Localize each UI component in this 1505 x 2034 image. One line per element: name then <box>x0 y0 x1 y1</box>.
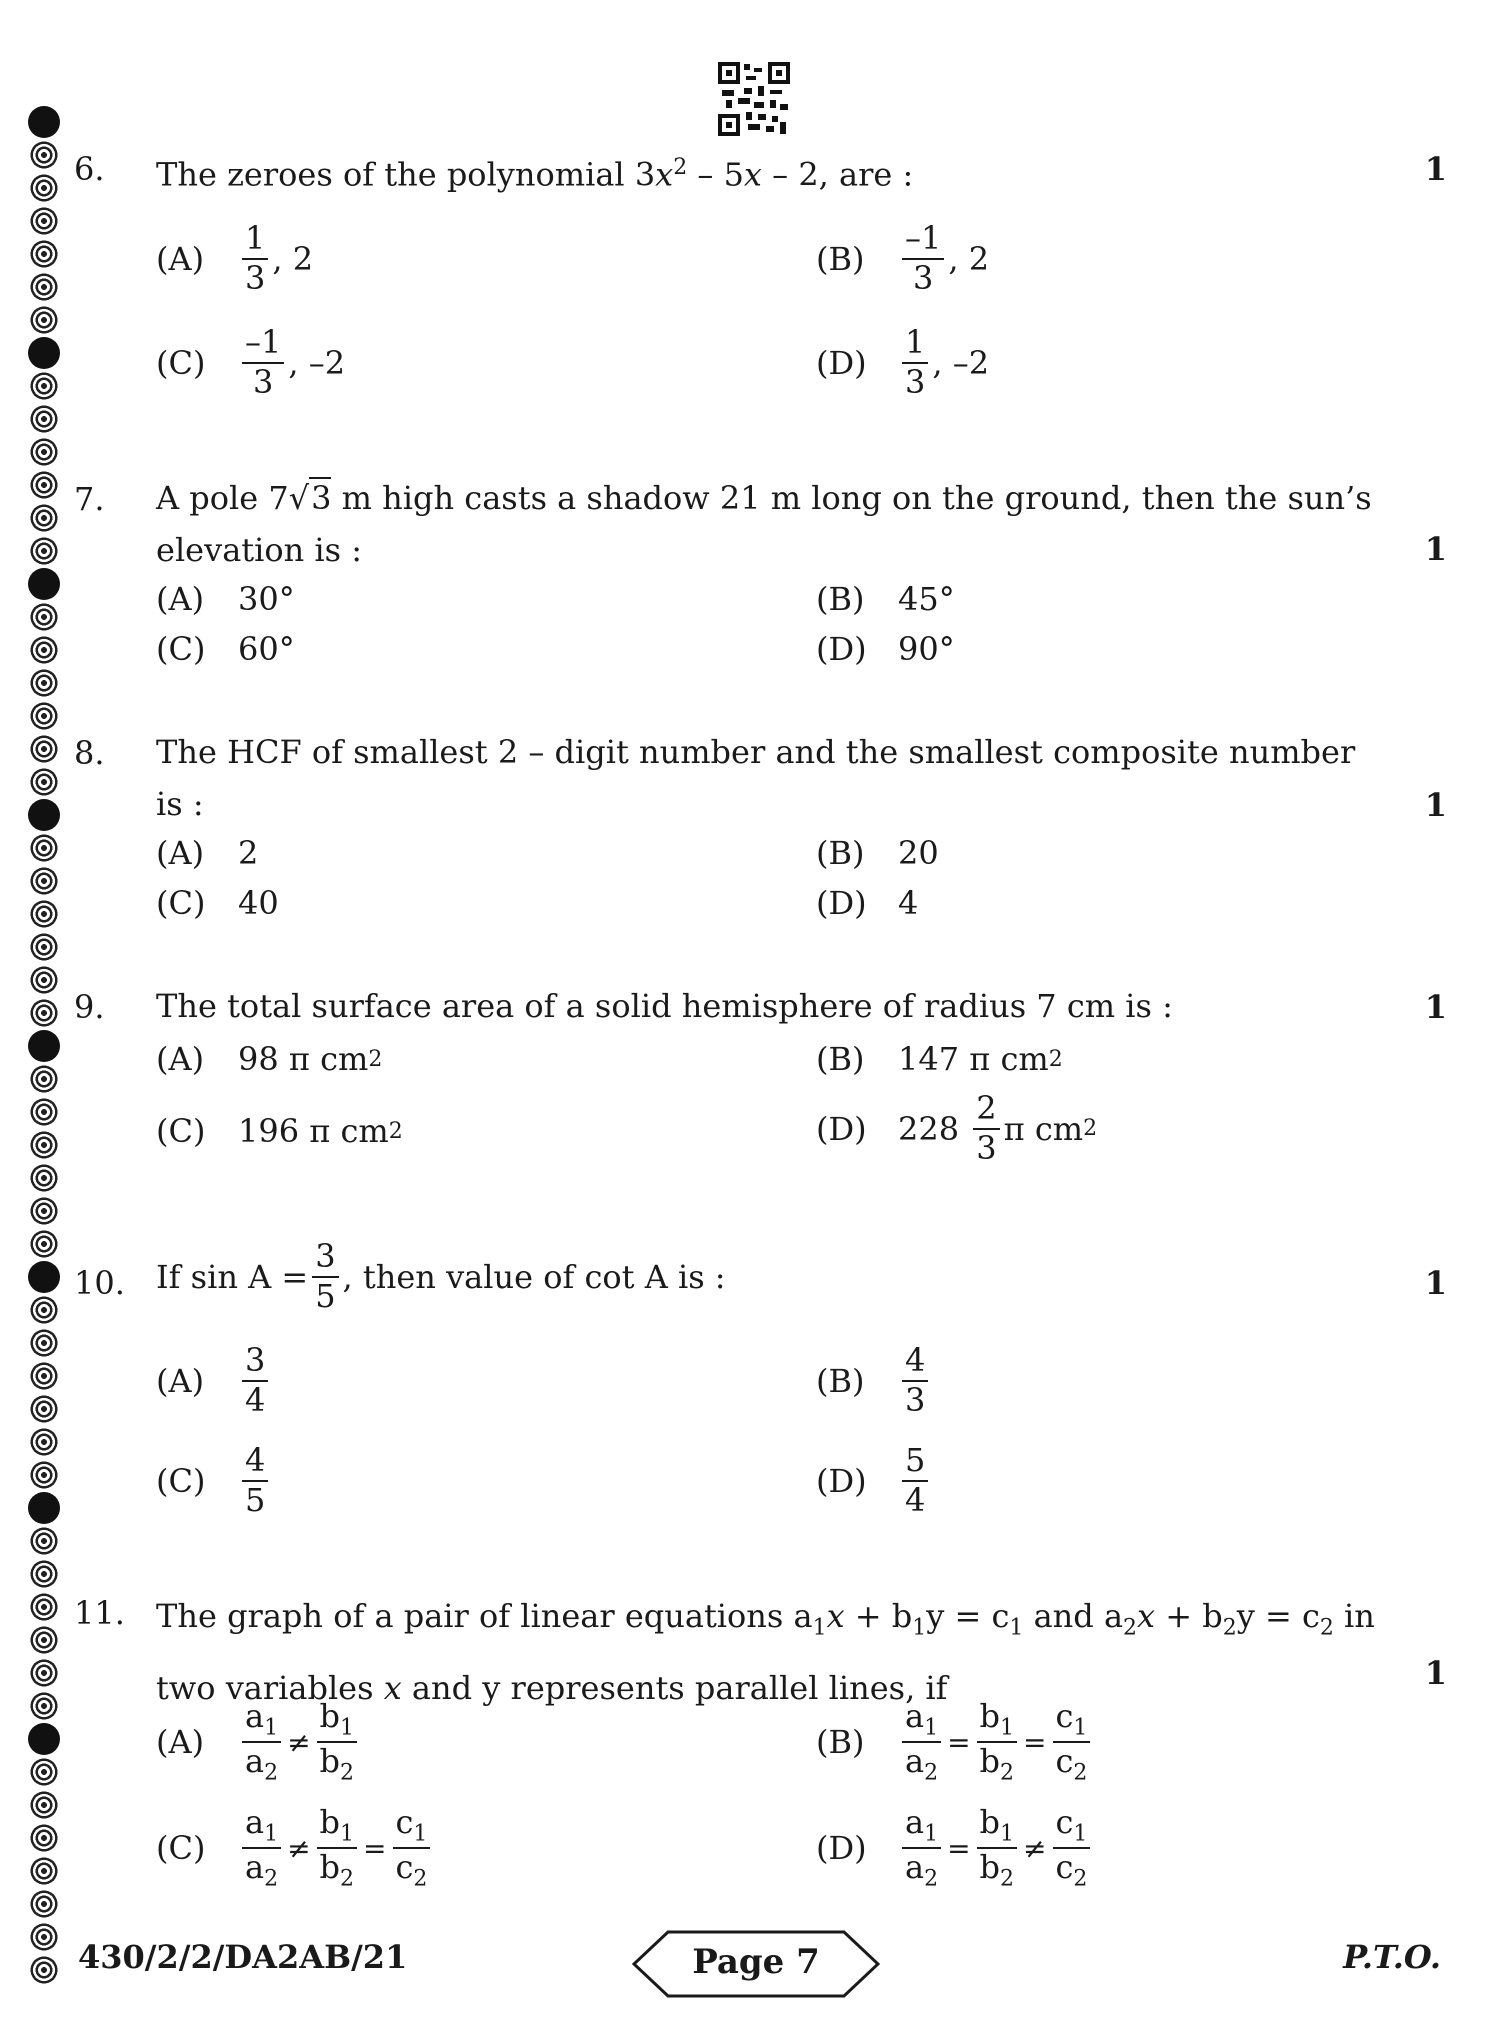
margin-ring-icon <box>28 1360 60 1392</box>
coef: c <box>1055 1742 1074 1781</box>
margin-ring-icon <box>28 1294 60 1326</box>
margin-ring-icon <box>28 1393 60 1425</box>
numerator <box>393 1803 431 1849</box>
unit: π cm <box>309 1112 389 1150</box>
denominator <box>317 1743 357 1784</box>
coef: b <box>319 1848 341 1887</box>
option-label: (C) <box>156 1112 206 1150</box>
option-a[interactable] <box>156 1040 382 1078</box>
margin-ring-icon <box>28 1855 60 1887</box>
margin-ring-icon <box>28 1129 60 1161</box>
coef: a <box>905 1848 925 1887</box>
option-d[interactable] <box>816 323 990 401</box>
margin-ring-icon <box>28 337 60 369</box>
fraction <box>977 1803 1017 1892</box>
subscript: 2 <box>340 1866 355 1892</box>
numerator: 1 <box>242 222 268 260</box>
subscript: 1 <box>264 1715 279 1741</box>
fraction <box>242 1803 281 1892</box>
question-number: 11. <box>74 1594 125 1632</box>
subscript: 2 <box>340 1760 355 1786</box>
fraction <box>312 1237 338 1315</box>
option-label: (D) <box>816 884 867 922</box>
margin-ring-icon <box>28 1426 60 1458</box>
subscript: 1 <box>1000 1715 1015 1741</box>
unit-exponent: 2 <box>1048 1046 1063 1072</box>
option-label: (A) <box>156 834 205 872</box>
numerator <box>902 1803 941 1849</box>
margin-ring-icon <box>28 502 60 534</box>
margin-ring-icon <box>28 1591 60 1623</box>
paper-code: 430/2/2/DA2AB/21 <box>78 1938 408 1976</box>
coef: a <box>245 1848 265 1887</box>
margin-ring-icon <box>28 1327 60 1359</box>
subscript: 1 <box>340 1715 355 1741</box>
margin-ring-icon <box>28 1063 60 1095</box>
margin-ring-icon <box>28 238 60 270</box>
option-c[interactable] <box>156 323 346 401</box>
option-label: (B) <box>816 239 865 278</box>
text-part: and a <box>1023 1597 1124 1635</box>
coef: b <box>979 1848 1001 1887</box>
subscript: 2 <box>924 1866 939 1892</box>
option-value: 60° <box>238 630 295 668</box>
option-value: 30° <box>238 580 295 618</box>
margin-ring-icon <box>28 1822 60 1854</box>
marks: 1 <box>1424 530 1447 568</box>
denominator: 4 <box>245 1380 266 1419</box>
fraction <box>973 1089 999 1167</box>
marks: 1 <box>1424 1654 1447 1692</box>
denominator: 5 <box>245 1480 266 1519</box>
option-c[interactable] <box>156 1441 272 1519</box>
margin-ring-icon <box>28 931 60 963</box>
option-b[interactable] <box>816 1341 932 1419</box>
coef: c <box>1055 1803 1074 1841</box>
page-number: Page 7 <box>692 1942 820 1982</box>
marks: 1 <box>1424 786 1447 824</box>
text-part: + b <box>844 1597 913 1635</box>
margin-ring-icon <box>28 700 60 732</box>
option-d[interactable] <box>816 1803 1094 1892</box>
option-tail: , –2 <box>932 343 990 382</box>
option-label: (C) <box>156 1461 206 1500</box>
fraction <box>902 219 944 297</box>
denominator: 3 <box>245 258 266 297</box>
denominator <box>977 1849 1017 1890</box>
denominator: 3 <box>913 258 934 297</box>
option-label: (D) <box>816 1109 867 1148</box>
option-label: (C) <box>156 343 206 382</box>
text-part: A pole 7 <box>156 479 289 517</box>
relation: ≠ <box>1023 1831 1047 1865</box>
fraction <box>242 1697 281 1786</box>
option-value: 147 <box>898 1040 960 1078</box>
text-part: , then value of cot A is : <box>342 1257 726 1296</box>
question-number: 6. <box>74 150 105 188</box>
denominator: 3 <box>905 362 926 401</box>
question-text <box>156 1586 1425 1718</box>
option-label: (D) <box>816 630 867 668</box>
denominator <box>317 1849 357 1890</box>
margin-ring-icon <box>28 898 60 930</box>
coef: a <box>905 1697 925 1735</box>
relation: = <box>1023 1725 1047 1759</box>
option-value: 196 <box>238 1112 300 1150</box>
subscript: 1 <box>413 1821 428 1847</box>
option-b[interactable] <box>816 219 990 297</box>
option-c[interactable] <box>156 1112 403 1150</box>
option-tail: , –2 <box>288 343 346 382</box>
marks: 1 <box>1424 988 1447 1026</box>
numerator <box>317 1697 357 1743</box>
numerator: 1 <box>902 326 928 364</box>
subscript: 1 <box>912 1615 927 1641</box>
subscript: 1 <box>924 1715 939 1741</box>
subscript: 2 <box>1123 1615 1138 1641</box>
denominator <box>393 1849 431 1890</box>
unit-exponent: 2 <box>388 1118 403 1144</box>
variable: x <box>826 1597 845 1635</box>
numerator <box>242 1803 281 1849</box>
margin-ring-icon <box>28 733 60 765</box>
unit: π cm <box>969 1040 1049 1078</box>
qr-code-icon <box>718 62 790 136</box>
option-b[interactable] <box>816 1697 1094 1786</box>
subscript: 2 <box>1073 1760 1088 1786</box>
text-part: The total surface area of a solid hemisphere of radius 7 cm is : <box>156 987 1173 1025</box>
fraction <box>393 1803 431 1892</box>
margin-ring-icon <box>28 1195 60 1227</box>
margin-ring-icon <box>28 139 60 171</box>
numerator: 3 <box>312 1240 338 1278</box>
variable: x <box>383 1669 402 1708</box>
coef: a <box>245 1742 265 1781</box>
question-number: 9. <box>74 988 105 1026</box>
margin-ring-icon <box>28 370 60 402</box>
relation: = <box>363 1831 387 1865</box>
option-value: 98 <box>238 1040 279 1078</box>
margin-ring-icon <box>28 1162 60 1194</box>
unit: π cm <box>1003 1109 1084 1148</box>
numerator: –1 <box>242 326 284 364</box>
margin-ring-icon <box>28 1624 60 1656</box>
relation: = <box>947 1725 971 1759</box>
subscript: 1 <box>1073 1821 1088 1847</box>
margin-ring-icon <box>28 106 60 138</box>
margin-ring-icon <box>28 997 60 1029</box>
margin-ring-icon <box>28 403 60 435</box>
margin-ring-icon <box>28 535 60 567</box>
option-a[interactable] <box>156 219 314 297</box>
fraction <box>242 1341 268 1419</box>
option-c[interactable] <box>156 1803 434 1892</box>
option-label: (B) <box>816 1361 865 1400</box>
marks: 1 <box>1424 1264 1447 1302</box>
numerator: 2 <box>973 1092 999 1130</box>
denominator: 4 <box>905 1480 926 1519</box>
numerator: –1 <box>902 222 944 260</box>
option-value: 228 <box>898 1109 960 1148</box>
option-label: (A) <box>156 1040 205 1078</box>
option-d[interactable] <box>816 630 955 668</box>
numerator <box>977 1803 1017 1849</box>
option-label: (A) <box>156 1361 205 1400</box>
text-part: in <box>1333 1597 1375 1635</box>
fraction <box>242 1441 268 1519</box>
denominator: 3 <box>905 1380 926 1419</box>
subscript: 1 <box>340 1821 355 1847</box>
margin-ring-icon <box>28 964 60 996</box>
option-value: 20 <box>898 834 939 872</box>
subscript: 2 <box>1000 1760 1015 1786</box>
coef: a <box>245 1803 265 1841</box>
subscript: 1 <box>812 1615 827 1641</box>
coef: b <box>319 1803 341 1841</box>
margin-ring-icon <box>28 1558 60 1590</box>
question-text: A pole 7√3 m high casts a shadow 21 m long on the ground, then the sun’s elevation is : <box>156 479 1372 569</box>
unit: π cm <box>288 1040 369 1078</box>
margin-ring-icon <box>28 1096 60 1128</box>
fraction <box>1053 1697 1091 1786</box>
option-value: 45° <box>898 580 955 618</box>
variable: x <box>1137 1597 1156 1635</box>
subscript: 1 <box>1009 1615 1024 1641</box>
question-text <box>156 142 1425 201</box>
option-label: (A) <box>156 1723 205 1762</box>
option-label: (A) <box>156 580 205 618</box>
text-part: y = c <box>926 1597 1010 1635</box>
coef: b <box>979 1742 1001 1781</box>
margin-ring-icon <box>28 1657 60 1689</box>
option-tail: , 2 <box>948 239 990 278</box>
subscript: 1 <box>264 1821 279 1847</box>
question-text <box>156 1237 1425 1315</box>
denominator: 5 <box>315 1276 336 1315</box>
radicand: 3 <box>311 479 332 517</box>
option-label: (C) <box>156 630 206 668</box>
option-d[interactable] <box>816 1441 932 1519</box>
page-footer <box>0 1930 1505 1990</box>
numerator <box>1053 1697 1091 1743</box>
option-a[interactable] <box>156 834 258 872</box>
subscript: 1 <box>1000 1821 1015 1847</box>
fraction <box>902 1441 928 1519</box>
unit-exponent: 2 <box>1083 1116 1098 1142</box>
numerator <box>1053 1803 1091 1849</box>
fraction <box>317 1697 357 1786</box>
relation: ≠ <box>287 1725 311 1759</box>
numerator: 4 <box>242 1444 268 1482</box>
fraction <box>902 1697 941 1786</box>
margin-ring-icon <box>28 1030 60 1062</box>
option-b[interactable] <box>816 834 939 872</box>
fraction <box>317 1803 357 1892</box>
margin-ring-icon <box>28 271 60 303</box>
option-value: 90° <box>898 630 955 668</box>
margin-ring-icon <box>28 1261 60 1293</box>
subscript: 2 <box>1073 1866 1088 1892</box>
text-part: + b <box>1155 1597 1223 1635</box>
text-part: The HCF of smallest 2 – digit number and the smallest composite number <box>156 733 1356 771</box>
coef: b <box>979 1697 1001 1735</box>
denominator <box>1053 1849 1091 1890</box>
denominator <box>902 1743 941 1784</box>
text-part: – 5 <box>687 155 744 194</box>
margin-ring-icon <box>28 634 60 666</box>
option-label: (C) <box>156 1829 206 1868</box>
question-number: 10. <box>74 1264 125 1302</box>
coef: c <box>395 1848 414 1887</box>
coef: b <box>319 1697 341 1735</box>
pto-label: P.T.O. <box>1343 1938 1441 1976</box>
fraction <box>902 323 928 401</box>
margin-ring-icon <box>28 436 60 468</box>
option-value: 40 <box>238 884 279 922</box>
option-a[interactable] <box>156 1697 361 1786</box>
option-c[interactable] <box>156 884 279 922</box>
option-label: (D) <box>816 1461 867 1500</box>
margin-ring-icon <box>28 865 60 897</box>
subscript: 2 <box>924 1760 939 1786</box>
option-b[interactable] <box>816 580 955 618</box>
question-text <box>156 980 1425 1032</box>
coef: c <box>1055 1848 1074 1887</box>
numerator: 5 <box>902 1444 928 1482</box>
option-label: (B) <box>816 1040 865 1078</box>
coef: c <box>1055 1697 1074 1735</box>
text-part: y = c <box>1236 1597 1320 1635</box>
text-part: and y represents parallel lines, if <box>401 1669 948 1708</box>
option-b[interactable] <box>816 1040 1063 1078</box>
margin-ring-icon <box>28 1492 60 1524</box>
option-label: (B) <box>816 834 865 872</box>
marks: 1 <box>1424 150 1447 188</box>
relation: ≠ <box>287 1831 311 1865</box>
option-d[interactable] <box>816 884 918 922</box>
numerator <box>977 1697 1017 1743</box>
unit-exponent: 2 <box>368 1046 383 1072</box>
coef: a <box>245 1697 265 1735</box>
subscript: 2 <box>264 1866 279 1892</box>
coef: c <box>395 1803 414 1841</box>
margin-ring-icon <box>28 469 60 501</box>
margin-ring-icon <box>28 799 60 831</box>
denominator: 3 <box>253 362 274 401</box>
margin-ring-icon <box>28 172 60 204</box>
fraction <box>977 1697 1017 1786</box>
text-part: The zeroes of the polynomial 3 <box>156 155 656 194</box>
option-label: (A) <box>156 239 205 278</box>
text-part: – 2, are : <box>761 155 914 194</box>
denominator <box>977 1743 1017 1784</box>
option-c[interactable] <box>156 630 295 668</box>
denominator <box>242 1849 281 1890</box>
option-label: (B) <box>816 1723 865 1762</box>
margin-ring-icon <box>28 1690 60 1722</box>
text-part: two variables <box>156 1669 384 1708</box>
variable: x <box>743 155 762 194</box>
margin-ring-icon <box>28 766 60 798</box>
margin-ring-icon <box>28 304 60 336</box>
margin-ring-icon <box>28 1888 60 1920</box>
fraction <box>1053 1803 1091 1892</box>
question-text <box>156 726 1425 830</box>
margin-ring-icon <box>28 1723 60 1755</box>
option-a[interactable] <box>156 580 295 618</box>
margin-ring-icon <box>28 1459 60 1491</box>
numerator: 3 <box>242 1344 268 1382</box>
subscript: 2 <box>1000 1866 1015 1892</box>
option-tail: , 2 <box>272 239 314 278</box>
text-part: If sin A = <box>156 1257 309 1296</box>
numerator <box>242 1697 281 1743</box>
margin-ring-icon <box>28 832 60 864</box>
margin-ring-icon <box>28 1789 60 1821</box>
option-value: 2 <box>238 834 259 872</box>
margin-ring-strip <box>24 106 64 1986</box>
subscript: 2 <box>264 1760 279 1786</box>
relation: = <box>947 1831 971 1865</box>
coef: b <box>319 1742 341 1781</box>
fraction <box>902 1341 928 1419</box>
question-number: 8. <box>74 734 105 772</box>
option-label: (C) <box>156 884 206 922</box>
coef: b <box>979 1803 1001 1841</box>
text-part: The graph of a pair of linear equations a <box>156 1597 813 1635</box>
numerator: 4 <box>902 1344 928 1382</box>
option-label: (B) <box>816 580 865 618</box>
denominator <box>242 1743 281 1784</box>
subscript: 2 <box>1319 1615 1334 1641</box>
denominator <box>902 1849 941 1890</box>
subscript: 1 <box>924 1821 939 1847</box>
fraction <box>902 1803 941 1892</box>
margin-ring-icon <box>28 1228 60 1260</box>
option-a[interactable] <box>156 1341 272 1419</box>
margin-ring-icon <box>28 1756 60 1788</box>
denominator <box>1053 1743 1091 1784</box>
margin-ring-icon <box>28 601 60 633</box>
exponent: 2 <box>673 155 688 180</box>
subscript: 1 <box>1073 1715 1088 1741</box>
coef: a <box>905 1803 925 1841</box>
fraction <box>242 219 268 297</box>
numerator <box>902 1697 941 1743</box>
margin-ring-icon <box>28 568 60 600</box>
text-part: is : <box>156 785 204 823</box>
option-label: (D) <box>816 1829 867 1868</box>
option-value: 4 <box>898 884 919 922</box>
numerator <box>317 1803 357 1849</box>
subscript: 2 <box>413 1866 428 1892</box>
margin-ring-icon <box>28 1525 60 1557</box>
fraction <box>242 323 284 401</box>
question-number: 7. <box>74 480 105 518</box>
page-number-badge <box>632 1930 880 1998</box>
margin-ring-icon <box>28 667 60 699</box>
text-part: elevation is : <box>156 531 363 569</box>
margin-ring-icon <box>28 205 60 237</box>
option-label: (D) <box>816 343 867 382</box>
option-d[interactable] <box>816 1089 1098 1167</box>
variable: x <box>655 155 674 194</box>
coef: a <box>905 1742 925 1781</box>
denominator: 3 <box>976 1128 997 1167</box>
subscript: 2 <box>1222 1615 1237 1641</box>
text-part: m high casts a shadow 21 m long on the ground, then the sun’s <box>331 479 1372 517</box>
